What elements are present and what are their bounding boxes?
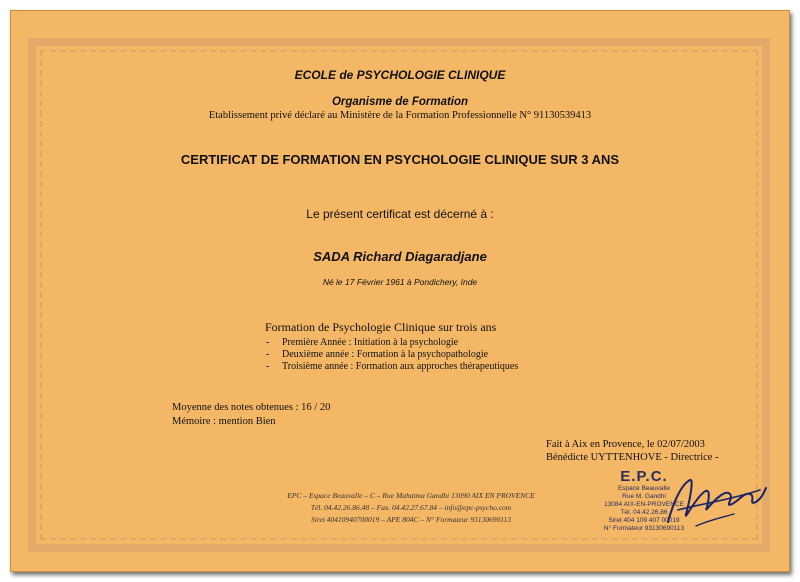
stamp-line: N° Formateur 93130690113 (603, 525, 685, 532)
handwritten-signature (660, 470, 770, 532)
place-date: Fait à Aix en Provence, le 02/07/2003 (546, 439, 705, 450)
average-grade: Moyenne des notes obtenues : 16 / 20 (172, 402, 331, 413)
decorative-inner-border (40, 50, 758, 540)
footer-contact: Tél. 04.42.26.86.48 – Fax. 04.42.27.67.84 – info@epc-psycho.com (310, 503, 512, 512)
program-year-2: - Deuxième année : Formation à la psychopathologie (266, 349, 489, 360)
stamp-line: Tél. 04.42.26.86 (620, 509, 668, 516)
organisme-label: Organisme de Formation (331, 96, 469, 108)
program-year-3: - Troisième année : Formation aux approches thérapeutiques (266, 361, 519, 372)
awarded-text: Le présent certificat est décerné à : (306, 207, 494, 221)
footer-address: EPC – Espace Beauvalle – C – Rue Mahatma Gandhi 13090 AIX EN PROVENCE (287, 491, 535, 500)
recipient-birth: Né le 17 Février 1961 à Pondichery, Inde (322, 277, 478, 287)
stamp-line: Rue M. Gandhi (622, 493, 666, 500)
stamp-line: Siret 404 109 407 00019 (608, 517, 680, 524)
stamp-line: Espace Beauvalle (617, 485, 671, 492)
certificate-title: CERTIFICAT DE FORMATION EN PSYCHOLOGIE CLINIQUE SUR 3 ANS (180, 152, 620, 167)
footer-registration: Siret 40410940700019 – APE 804C – N° Formateur 93130690113 (311, 515, 511, 524)
signer-name: Bénédicte UYTTENHOVE - Directrice - (546, 452, 719, 463)
stamp-title: E.P.C. (620, 468, 668, 485)
recipient-name: SADA Richard Diagaradjane (313, 249, 487, 264)
stamp-line: 13084 AIX-EN-PROVENCE (604, 501, 684, 508)
program-year-1: - Première Année : Initiation à la psychologie (266, 337, 459, 348)
program-title: Formation de Psychologie Clinique sur trois ans (265, 320, 497, 334)
declaration-line: Etablissement privé déclaré au Ministère de la Formation Professionnelle N° 91130539413 (208, 110, 592, 121)
school-name: ECOLE de PSYCHOLOGIE CLINIQUE (294, 68, 506, 82)
memoire-mention: Mémoire : mention Bien (172, 416, 276, 427)
